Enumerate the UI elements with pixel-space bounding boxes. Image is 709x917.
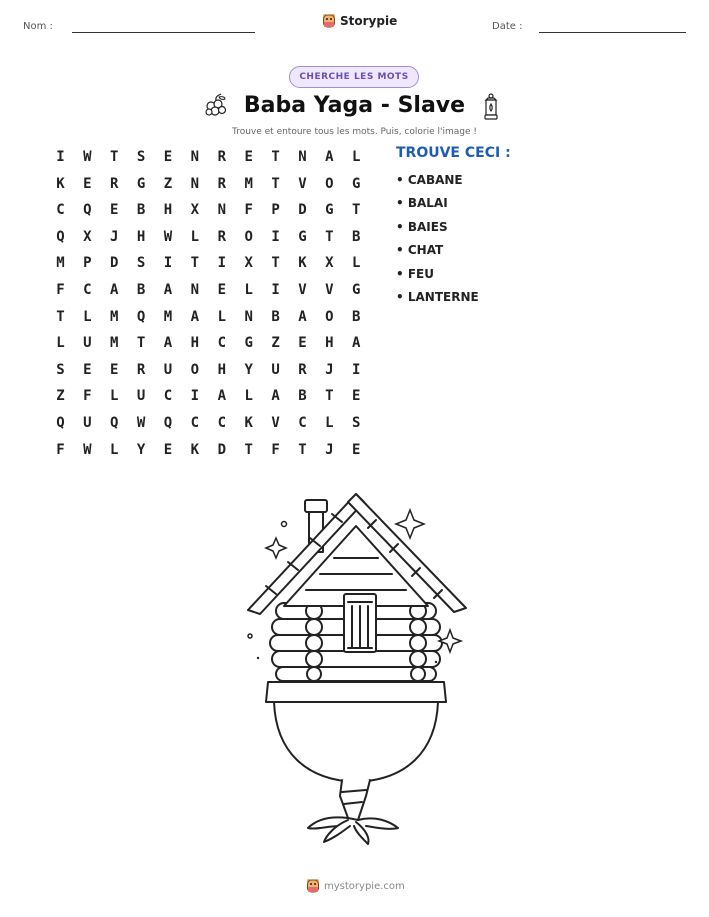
grid-letter: E [110,202,119,219]
grid-letter: F [83,388,92,405]
grid-letter: U [136,388,146,405]
grid-letter: G [136,175,146,192]
grid-letter: U [271,361,280,378]
grid-letter: N [244,308,253,325]
grid-letter: E [163,149,173,165]
grid-letter: E [83,175,92,192]
grid-letter: S [56,361,65,378]
grid-letter: V [271,414,280,431]
grid-letter: K [298,255,307,272]
word-item: • BALAI [396,196,448,211]
grid-letter: A [352,335,361,352]
word-list-title: TROUVE CECI : [396,145,511,161]
grid-letter: G [244,335,253,352]
grid-letter: F [56,281,65,298]
grid-letter: J [325,361,334,378]
grid-letter: N [190,149,200,165]
grid-letter: T [352,202,361,219]
grid-letter: X [244,255,253,272]
grid-letter: G [352,175,361,192]
grid-letter: L [352,149,361,165]
word-search-grid [47,147,370,466]
grid-letter: E [298,335,307,352]
grid-letter: V [325,281,334,298]
grid-letter: F [244,202,253,219]
grid-letter: L [244,388,253,405]
grid-letter: I [352,361,361,378]
grid-letter: H [325,335,334,352]
grid-letter: Q [136,308,146,325]
grid-letter: Y [244,361,253,378]
grid-letter: M [163,308,173,325]
grid-letter: M [110,335,119,352]
grid-letter: B [136,202,146,219]
grid-letter: F [271,441,280,458]
hut-on-chicken-legs-illustration [236,490,476,850]
grid-letter: C [163,388,173,405]
grid-letter: M [110,308,119,325]
grid-letter: A [217,388,226,405]
grid-letter: C [190,414,200,431]
grid-letter: S [136,149,146,165]
date-line [539,32,686,33]
grid-letter: O [325,308,334,325]
grid-letter: E [163,441,173,458]
grid-letter: E [352,441,361,458]
grid-letter: T [271,149,280,165]
brand [322,13,397,29]
grid-letter: A [298,308,307,325]
grid-letter: I [190,388,200,405]
grid-letter: T [190,255,200,272]
grid-letter: U [163,361,173,378]
grid-letter: N [190,175,200,192]
grid-letter: T [325,228,334,245]
grid-letter: I [271,281,280,298]
grid-letter: I [56,149,65,165]
date-label: Date : [492,21,523,32]
grid-letter: A [271,388,280,405]
word-item: • CABANE [396,173,463,187]
grid-letter: Q [83,202,92,219]
grid-letter: L [244,281,253,298]
grid-letter: M [244,175,253,192]
grid-letter: D [298,202,307,219]
grid-letter: X [83,228,92,245]
grid-letter: Z [56,388,65,405]
grid-letter: T [110,149,119,165]
grid-letter: L [190,228,200,245]
footer [306,878,405,894]
grid-letter: B [352,228,361,245]
grid-letter: G [352,281,361,298]
grid-letter: O [325,175,334,192]
grid-letter: C [298,414,307,431]
grid-letter: L [83,308,92,325]
word-item: • CHAT [396,243,444,258]
grid-letter: R [298,361,307,378]
grid-letter: X [325,255,334,272]
grid-letter: W [83,441,92,458]
grid-letter: W [83,149,92,165]
grid-letter: T [271,175,280,192]
footer-url: mystorypie.com [324,880,405,892]
grid-letter: J [110,228,119,245]
grid-letter: K [190,441,200,458]
grid-letter: K [56,175,65,192]
grid-letter: T [325,388,334,405]
storypie-logo-icon [322,13,336,29]
grid-letter: W [136,414,146,431]
grid-letter: Z [163,175,173,192]
word-item: • FEU [396,266,434,281]
grid-letter: U [83,335,92,352]
grid-letter: V [298,175,307,192]
grid-letter: T [136,335,146,352]
grid-letter: N [190,281,200,298]
grid-letter: R [110,175,119,192]
grid-letter: T [271,255,280,272]
storypie-logo-icon [306,878,320,894]
grid-letter: T [56,308,65,325]
grid-letter: C [56,202,65,219]
grid-letter: N [298,149,307,165]
grid-letter: G [298,228,307,245]
activity-badge: CHERCHE LES MOTS [289,66,419,88]
grid-letter: Q [56,414,65,431]
grid-letter: L [352,255,361,272]
grid-letter: X [190,202,200,219]
word-list [396,171,479,311]
grid-letter: D [110,255,119,272]
word-item: • BAIES [396,219,448,234]
grid-letter: R [136,361,146,378]
grid-letter: R [217,228,226,245]
grid-letter: I [163,255,173,272]
grid-letter: Q [163,414,173,431]
grid-letter: L [325,414,334,431]
grid-letter: E [217,281,226,298]
grid-letter: L [217,308,226,325]
grid-letter: Z [271,335,280,352]
grid-letter: K [244,414,253,431]
grid-letter: E [352,388,361,405]
grid-letter: A [190,308,200,325]
grid-letter: I [217,255,226,272]
grid-letter: T [244,441,253,458]
grid-letter: D [217,441,226,458]
grid-letter: H [190,335,200,352]
grid-letter: A [163,281,173,298]
grid-letter: F [56,441,65,458]
word-item: • LANTERNE [396,289,479,304]
grid-letter: H [136,228,146,245]
grid-letter: V [298,281,307,298]
grid-letter: B [271,308,280,325]
grid-letter: J [325,441,334,458]
grid-letter: S [136,255,146,272]
lantern-icon [482,93,500,121]
grid-letter: M [56,255,65,272]
grid-letter: P [271,202,280,219]
grid-letter: O [190,361,200,378]
grid-letter: R [217,149,226,165]
grid-letter: C [217,335,226,352]
grid-letter: O [244,228,253,245]
grid-letter: N [217,202,226,219]
grid-letter: R [217,175,226,192]
grid-letter: L [110,441,119,458]
grid-letter: L [110,388,119,405]
grid-letter: B [136,281,146,298]
grid-letter: E [110,361,119,378]
name-label: Nom : [23,21,53,32]
grid-letter: E [244,149,253,165]
grid-letter: H [163,202,173,219]
grid-letter: I [271,228,280,245]
grid-letter: G [325,202,334,219]
grid-letter: Q [110,414,119,431]
brand-name: Storypie [340,14,398,28]
grid-letter: H [217,361,226,378]
grid-letter: C [83,281,92,298]
grid-letter: P [83,255,92,272]
grid-letter: Y [136,441,146,458]
grid-letter: A [163,335,173,352]
grid-letter: Q [56,228,65,245]
grid-letter: A [325,149,334,165]
grid-letter: T [298,441,307,458]
grid-letter: B [298,388,307,405]
name-line [72,32,255,33]
grid-letter: L [56,335,65,352]
grid-letter: E [83,361,92,378]
grid-letter: W [163,228,173,245]
grid-letter: C [217,414,226,431]
grid-letter: B [352,308,361,325]
page-title: Baba Yaga - Slave [243,93,466,118]
grid-letter: S [352,414,361,431]
grid-letter: U [83,414,92,431]
instructions: Trouve et entoure tous les mots. Puis, colorie l'image ! [232,127,477,137]
grid-letter: A [110,281,119,298]
